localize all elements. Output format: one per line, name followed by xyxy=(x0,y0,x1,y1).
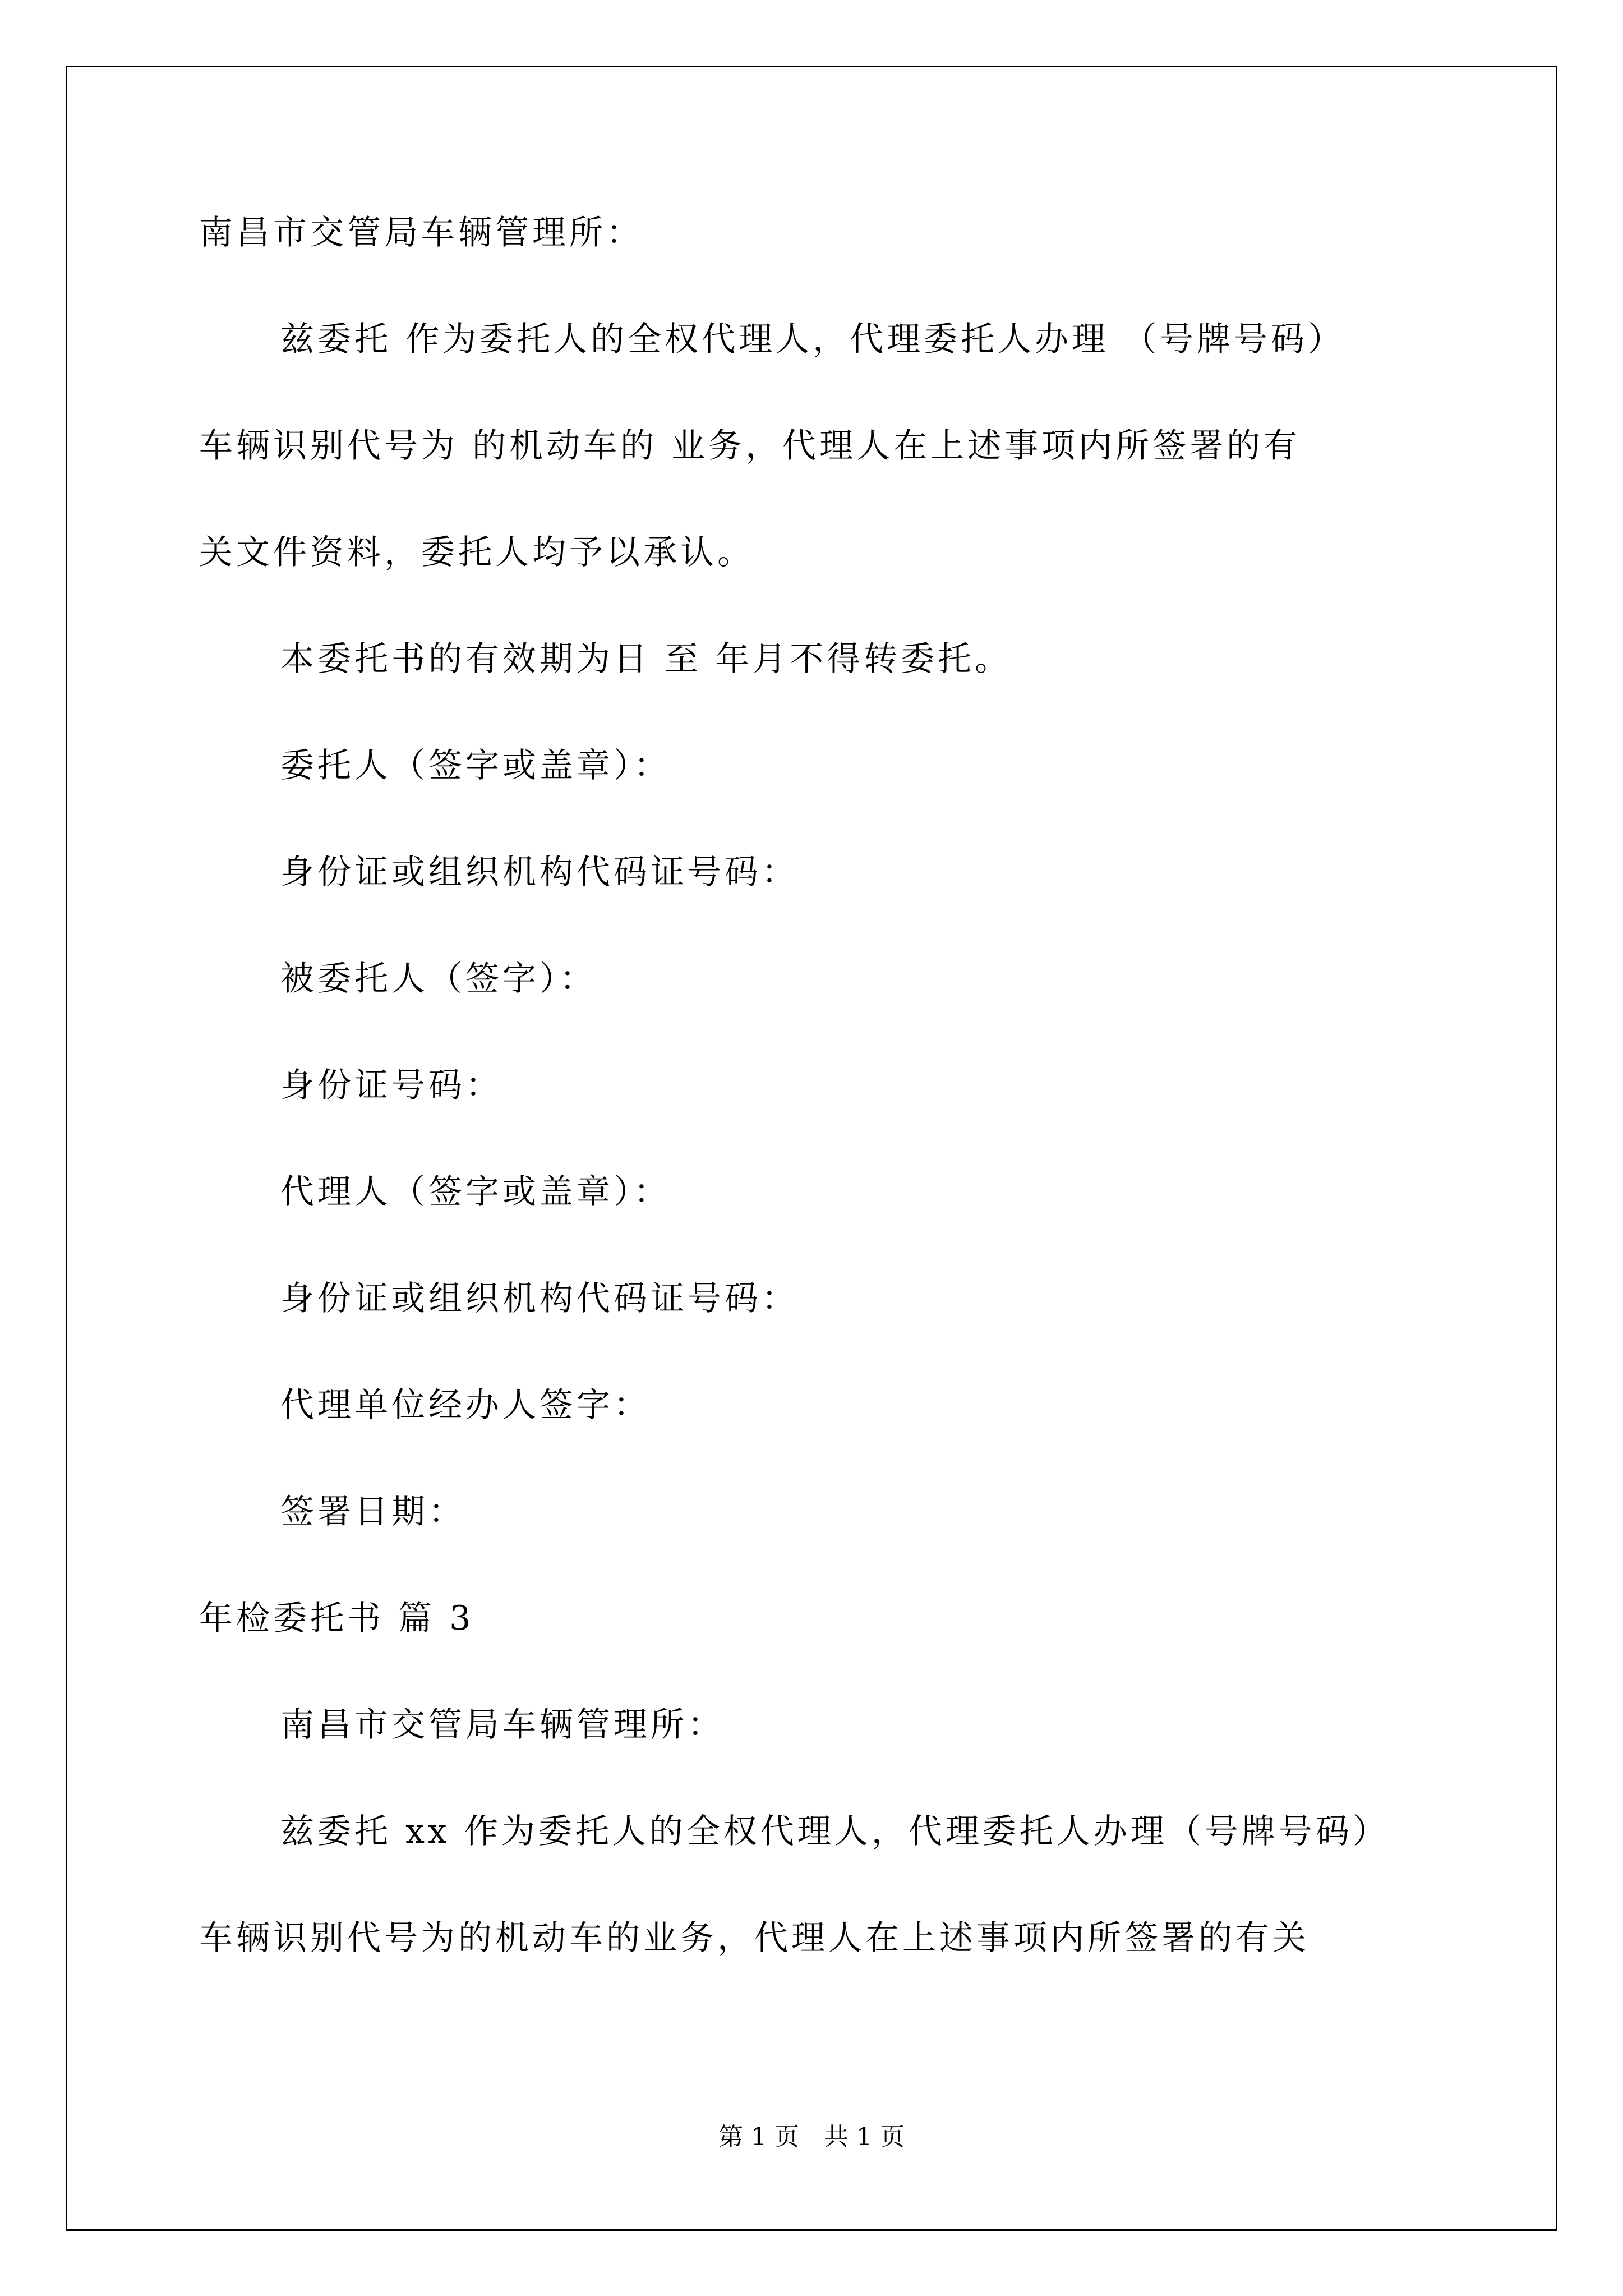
field-label: 身份证号码： xyxy=(280,1066,502,1105)
field-label: 身份证或组织机构代码证号码： xyxy=(280,853,799,892)
body-paragraph-line: 兹委托 xx 作为委托人的全权代理人，代理委托人办理（号牌号码） xyxy=(280,1812,1390,1851)
body-paragraph-line: 车辆识别代号为 的机动车的 业务，代理人在上述事项内所签署的有 xyxy=(199,426,1301,466)
addressee-line: 南昌市交管局车辆管理所： xyxy=(199,213,643,252)
page-number-footer: 第 1 页 共 1 页 xyxy=(718,2123,905,2151)
body-paragraph-line: 关文件资料，委托人均予以承认。 xyxy=(199,533,754,572)
field-label: 身份证或组织机构代码证号码： xyxy=(280,1279,799,1318)
field-label: 代理人（签字或盖章）： xyxy=(280,1172,671,1212)
page-border xyxy=(66,66,1557,2231)
body-paragraph-line: 兹委托 作为委托人的全权代理人，代理委托人办理 （号牌号码） xyxy=(280,320,1345,359)
body-paragraph-line: 车辆识别代号为的机动车的业务，代理人在上述事项内所签署的有关 xyxy=(199,1918,1310,1958)
section-heading: 年检委托书 篇 3 xyxy=(199,1599,474,1638)
field-label: 委托人（签字或盖章）： xyxy=(280,746,671,785)
field-label: 被委托人（签字）： xyxy=(280,959,597,999)
field-label: 代理单位经办人签字： xyxy=(280,1386,651,1425)
field-label: 签署日期： xyxy=(280,1492,465,1531)
validity-line: 本委托书的有效期为日 至 年月不得转委托。 xyxy=(280,639,1012,679)
addressee-line: 南昌市交管局车辆管理所： xyxy=(280,1705,725,1745)
